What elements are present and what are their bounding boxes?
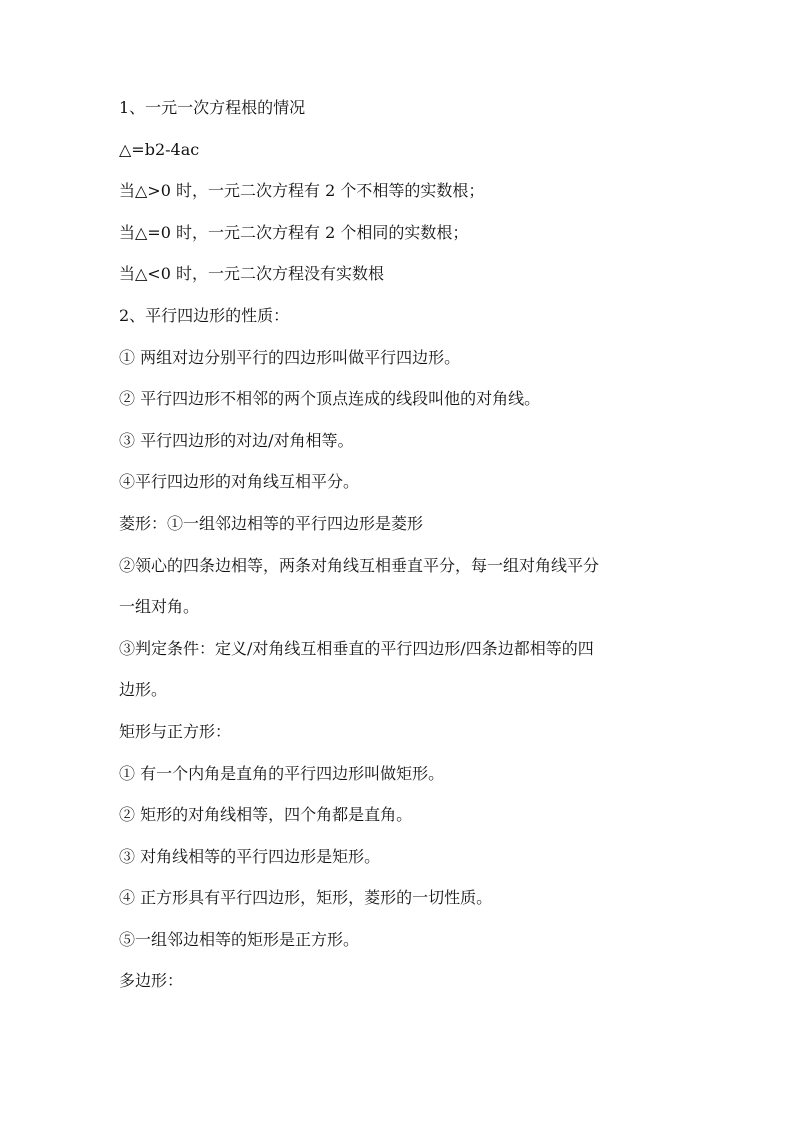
line-rectangle-2: ② 矩形的对角线相等，四个角都是直角。 [119,805,413,825]
line-heading-polygon: 多边形： [119,971,184,991]
line-rhombus-2: ②领心的四条边相等，两条对角线互相垂直平分，每一组对角线平分 [119,555,600,575]
line-parallelogram-2: ② 平行四边形不相邻的两个顶点连成的线段叫他的对角线。 [119,389,541,409]
line-parallelogram-1: ① 两组对边分别平行的四边形叫做平行四边形。 [119,347,461,367]
line-square-5: ⑤一组邻边相等的矩形是正方形。 [119,929,360,949]
line-discriminant-formula: △=b2-4ac [119,139,200,159]
line-discriminant-positive: 当△>0 时，一元二次方程有 2 个不相等的实数根； [119,181,485,201]
line-square-4: ④ 正方形具有平行四边形，矩形，菱形的一切性质。 [119,888,493,908]
line-heading-parallelogram: 2、平行四边形的性质： [119,305,290,325]
line-rhombus-2-continued: 一组对角。 [119,597,200,617]
line-parallelogram-3: ③ 平行四边形的对边/对角相等。 [119,430,354,450]
line-rhombus-1: 菱形：①一组邻边相等的平行四边形是菱形 [119,513,424,533]
line-discriminant-zero: 当△=0 时，一元二次方程有 2 个相同的实数根； [119,222,469,242]
line-discriminant-negative: 当△<0 时，一元二次方程没有实数根 [119,264,384,284]
line-heading-rectangle-square: 矩形与正方形： [119,721,232,741]
line-rectangle-3: ③ 对角线相等的平行四边形是矩形。 [119,846,381,866]
line-rhombus-3: ③判定条件：定义/对角线互相垂直的平行四边形/四条边都相等的四 [119,638,594,658]
line-rhombus-3-continued: 边形。 [119,680,168,700]
line-parallelogram-4: ④平行四边形的对角线互相平分。 [119,472,360,492]
line-rectangle-1: ① 有一个内角是直角的平行四边形叫做矩形。 [119,763,445,783]
document-body [119,98,679,1013]
line-heading-quadratic-roots: 1、一元一次方程根的情况 [119,98,306,117]
